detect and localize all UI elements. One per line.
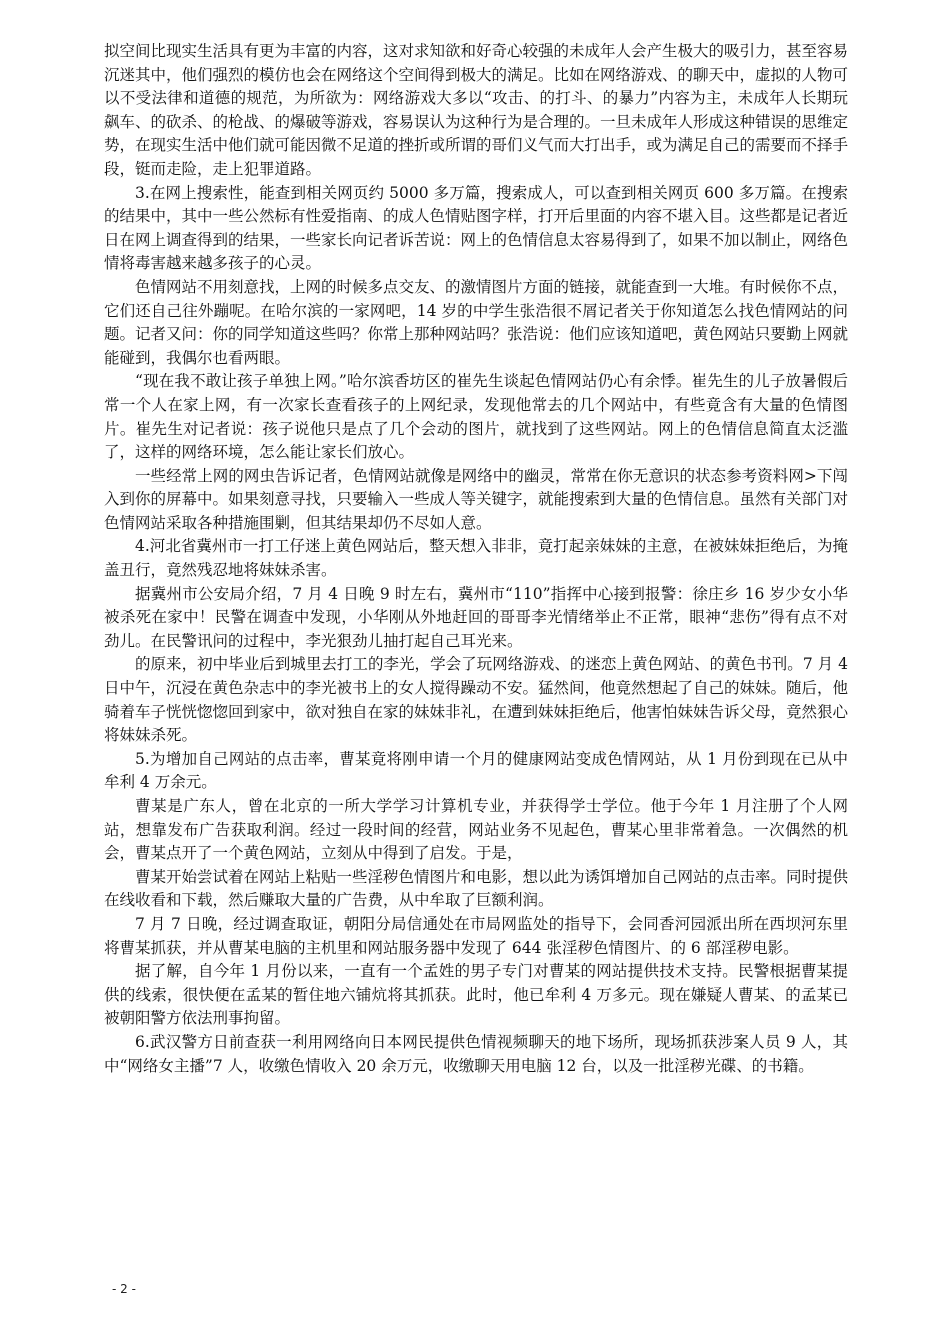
page-number: - 2 - — [112, 1282, 136, 1296]
paragraph: 据冀州市公安局介绍，7 月 4 日晚 9 时左右，冀州市“110”指挥中心接到报警：徐庄乡 16 岁少女小华被杀死在家中！民警在调查中发现，小华刚从外地赶回的哥哥李光情绪举止不正常，眼神“悲伤”得有点不对劲儿。在民警讯问的过程中，李光狠劲儿抽打起自己耳光来。 — [104, 584, 848, 650]
paragraph: 据了解，自今年 1 月份以来，一直有一个孟姓的男子专门对曹某的网站提供技术支持。民警根据曹某提供的线索，很快便在孟某的暂住地六铺炕将其抓获。此时，他已牟利 4 万多元。现在嫌疑人曹某、的孟某已被朝阳警方依法刑事拘留。 — [104, 962, 848, 1028]
document-body — [104, 40, 848, 1078]
paragraph: 色情网站不用刻意找，上网的时候多点交友、的激情图片方面的链接，就能查到一大堆。有时候你不点，它们还自己往外蹦呢。在哈尔滨的一家网吧，14 岁的中学生张浩很不屑记者关于你知道怎么找色情网站的问题。记者又问：你的同学知道这些吗？你常上那种网站吗？张浩说：他们应该知道吧，黄色网站只要勤上网就能碰到，我偶尔也看两眼。 — [104, 277, 849, 367]
paragraph: 5.为增加自己网站的点击率，曹某竟将刚申请一个月的健康网站变成色情网站，从 1 月份到现在已从中牟利 4 万余元。 — [104, 749, 848, 792]
paragraph: 7 月 7 日晚，经过调查取证，朝阳分局信通处在市局网监处的指导下，会同香河园派出所在西坝河东里将曹某抓获，并从曹某电脑的主机里和网站服务器中发现了 644 张淫秽色情图片、的 6 部淫秽电影。 — [104, 914, 848, 957]
paragraph: 曹某是广东人，曾在北京的一所大学学习计算机专业，并获得学士学位。他于今年 1 月注册了个人网站，想靠发布广告获取利润。经过一段时间的经营，网站业务不见起色，曹某心里非常着急。一次偶然的机会，曹某点开了一个黄色网站，立刻从中得到了启发。于是， — [104, 797, 848, 863]
paragraph: 的原来，初中毕业后到城里去打工的李光，学会了玩网络游戏、的迷恋上黄色网站、的黄色书刊。7 月 4 日中午，沉浸在黄色杂志中的李光被书上的女人搅得躁动不安。猛然间，他竟然想起了自己的妹妹。随后，他骑着车子恍恍惚惚回到家中，欲对独自在家的妹妹非礼，在遭到妹妹拒绝后，他害怕妹妹告诉父母，竟然狠心将妹妹杀死。 — [104, 655, 849, 745]
paragraph: 拟空间比现实生活具有更为丰富的内容，这对求知欲和好奇心较强的未成年人会产生极大的吸引力，甚至容易沉迷其中，他们强烈的模仿也会在网络这个空间得到极大的满足。比如在网络游戏、的聊天中，虚拟的人物可以不受法律和道德的规范，为所欲为：网络游戏大多以“攻击、的打斗、的暴力”内容为主，未成年人长期玩飙车、的砍杀、的枪战、的爆破等游戏，容易误认为这种行为是合理的。一旦未成年人形成这种错误的思维定势，在现实生活中他们就可能因微不足道的挫折或所谓的哥们义气而大打出手，或为满足自己的需要而不择手段，铤而走险，走上犯罪道路。 — [104, 42, 849, 178]
paragraph: 曹某开始尝试着在网站上粘贴一些淫秽色情图片和电影，想以此为诱饵增加自己网站的点击率。同时提供在线收看和下载，然后赚取大量的广告费，从中牟取了巨额利润。 — [104, 867, 849, 910]
paragraph: 一些经常上网的网虫告诉记者，色情网站就像是网络中的幽灵，常常在你无意识的状态参考资料网>下闯入到你的屏幕中。如果刻意寻找，只要输入一些成人等关键字，就能搜索到大量的色情信息。虽然有关部门对色情网站采取各种措施围剿，但其结果却仍不尽如人意。 — [104, 466, 849, 532]
paragraph: 3.在网上搜索性，能查到相关网页约 5000 多万篇，搜索成人，可以查到相关网页 600 多万篇。在搜索的结果中，其中一些公然标有性爱指南、的成人色情贴图字样，打开后里面的内容不堪入目。这些都是记者近日在网上调查得到的结果，一些家长向记者诉苦说：网上的色情信息太容易得到了，如果不加以制止，网络色情将毒害越来越多孩子的心灵。 — [104, 183, 849, 273]
paragraph: 6.武汉警方日前查获一利用网络向日本网民提供色情视频聊天的地下场所，现场抓获涉案人员 9 人，其中“网络女主播”7 人，收缴色情收入 20 余万元，收缴聊天用电脑 12 台，以及一批淫秽光碟、的书籍。 — [104, 1032, 848, 1075]
paragraph: “现在我不敢让孩子单独上网。”哈尔滨香坊区的崔先生谈起色情网站仍心有余悸。崔先生的儿子放暑假后常一个人在家上网，有一次家长查看孩子的上网纪录，发现他常去的几个网站中，有些竟含有大量的色情图片。崔先生对记者说：孩子说他只是点了几个会动的图片，就找到了这些网站。网上的色情信息简直太泛滥了，这样的网络环境，怎么能让家长们放心。 — [104, 372, 848, 462]
paragraph: 4.河北省冀州市一打工仔迷上黄色网站后，整天想入非非，竟打起亲妹妹的主意，在被妹妹拒绝后，为掩盖丑行，竟然残忍地将妹妹杀害。 — [104, 537, 848, 580]
